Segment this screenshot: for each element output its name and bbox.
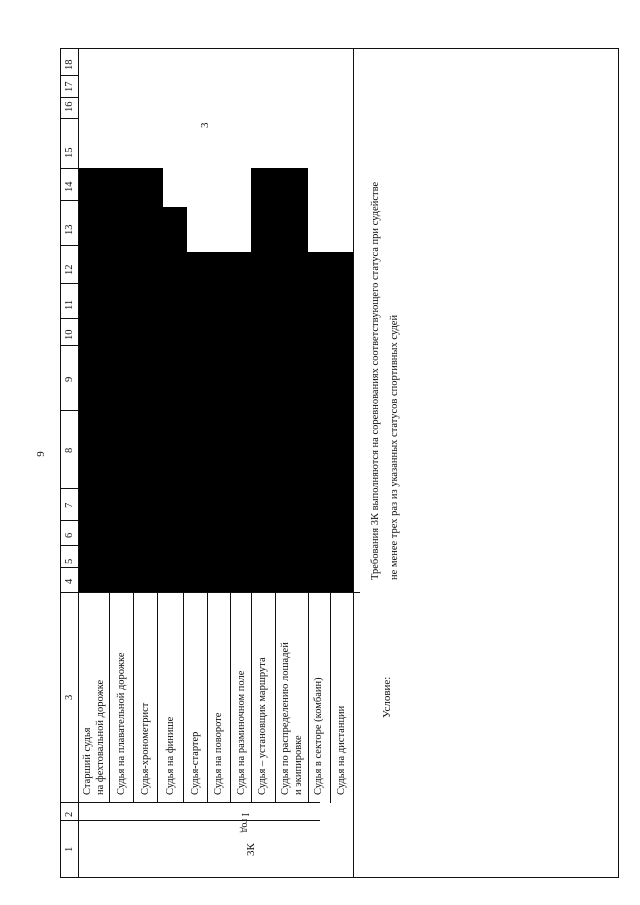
num-tick <box>60 245 78 246</box>
row-label: Судья на разминочном поле <box>236 670 247 795</box>
num-tick <box>60 520 78 521</box>
condition-label: Условие: <box>381 676 393 718</box>
num-tick <box>60 410 78 411</box>
col-number: 13 <box>64 224 75 235</box>
condition-row-separator <box>353 48 354 878</box>
row-sep <box>230 592 231 803</box>
row-sep <box>109 592 110 803</box>
col-number: 7 <box>64 502 75 508</box>
row-sep <box>275 592 276 803</box>
col-number: 1 <box>64 846 75 852</box>
col-number: 18 <box>64 59 75 70</box>
row-label: Судья в секторе (комбаин) <box>313 677 324 795</box>
col-number: 14 <box>64 181 75 192</box>
num-tick <box>60 318 78 319</box>
column-separator-2-3 <box>60 802 320 803</box>
table-border-left <box>60 48 61 878</box>
row-sep <box>183 592 184 803</box>
col-number: 4 <box>64 578 75 584</box>
row-sep <box>207 592 208 803</box>
col-number: 10 <box>64 329 75 340</box>
num-tick <box>60 200 78 201</box>
page-number: 9 <box>34 451 47 457</box>
year-label: I год <box>239 813 250 833</box>
num-tick <box>60 488 78 489</box>
table-border-top <box>60 48 619 49</box>
redacted-block <box>308 252 353 592</box>
row-sep <box>308 592 309 803</box>
num-tick <box>60 345 78 346</box>
num-tick <box>60 97 78 98</box>
row-label: Судья-хронометрист <box>140 702 151 795</box>
col-number: 5 <box>64 558 75 564</box>
col-number: 8 <box>64 447 75 453</box>
col-number: 9 <box>64 376 75 382</box>
col-number: 12 <box>64 264 75 275</box>
col-number: 2 <box>64 811 75 817</box>
row-label: Судья-стартер <box>190 731 201 795</box>
redacted-block <box>163 207 187 592</box>
row-label: Старший судья <box>82 727 93 795</box>
table-border-right <box>618 48 619 878</box>
row-label: на фехтовальной дорожке <box>95 679 106 795</box>
num-tick <box>60 567 78 568</box>
level-label: 3К <box>245 843 257 856</box>
num-tick <box>60 168 78 169</box>
row-label: Судья на дистанции <box>336 705 347 795</box>
row-label: Судья на финише <box>165 716 176 795</box>
table-border-bottom <box>60 877 619 878</box>
row-label: и экипировке <box>293 735 304 795</box>
column-separator-3-4 <box>60 592 360 593</box>
num-tick <box>60 545 78 546</box>
condition-text: не менее трех раз из указанных статусов спортивных судей <box>389 314 400 580</box>
row-sep <box>330 592 331 803</box>
col-number: 3 <box>64 694 75 700</box>
row-sep <box>157 592 158 803</box>
row-sep <box>133 592 134 803</box>
redacted-block <box>251 168 308 592</box>
num-tick <box>60 118 78 119</box>
column-separator-1-2 <box>60 820 320 821</box>
row-label: Судья на плавательной дорожке <box>116 652 127 795</box>
condition-text: Требования 3К выполняются на соревнованиях соответствующего статуса при судействе <box>370 181 381 580</box>
col-number: 6 <box>64 532 75 538</box>
row-sep <box>251 592 252 803</box>
col-number: 17 <box>64 81 75 92</box>
col-number: 16 <box>64 101 75 112</box>
col-number: 11 <box>64 299 75 310</box>
redacted-block <box>187 252 251 592</box>
row-label: Судья – установщик маршрута <box>257 657 268 795</box>
row-label: Судья на повороте <box>213 712 224 795</box>
redacted-block <box>79 168 163 592</box>
count-value: 3 <box>199 122 211 128</box>
num-tick <box>60 283 78 284</box>
col-number: 15 <box>64 147 75 158</box>
row-label: Судья по распределению лошадей <box>280 642 291 795</box>
num-tick <box>60 75 78 76</box>
